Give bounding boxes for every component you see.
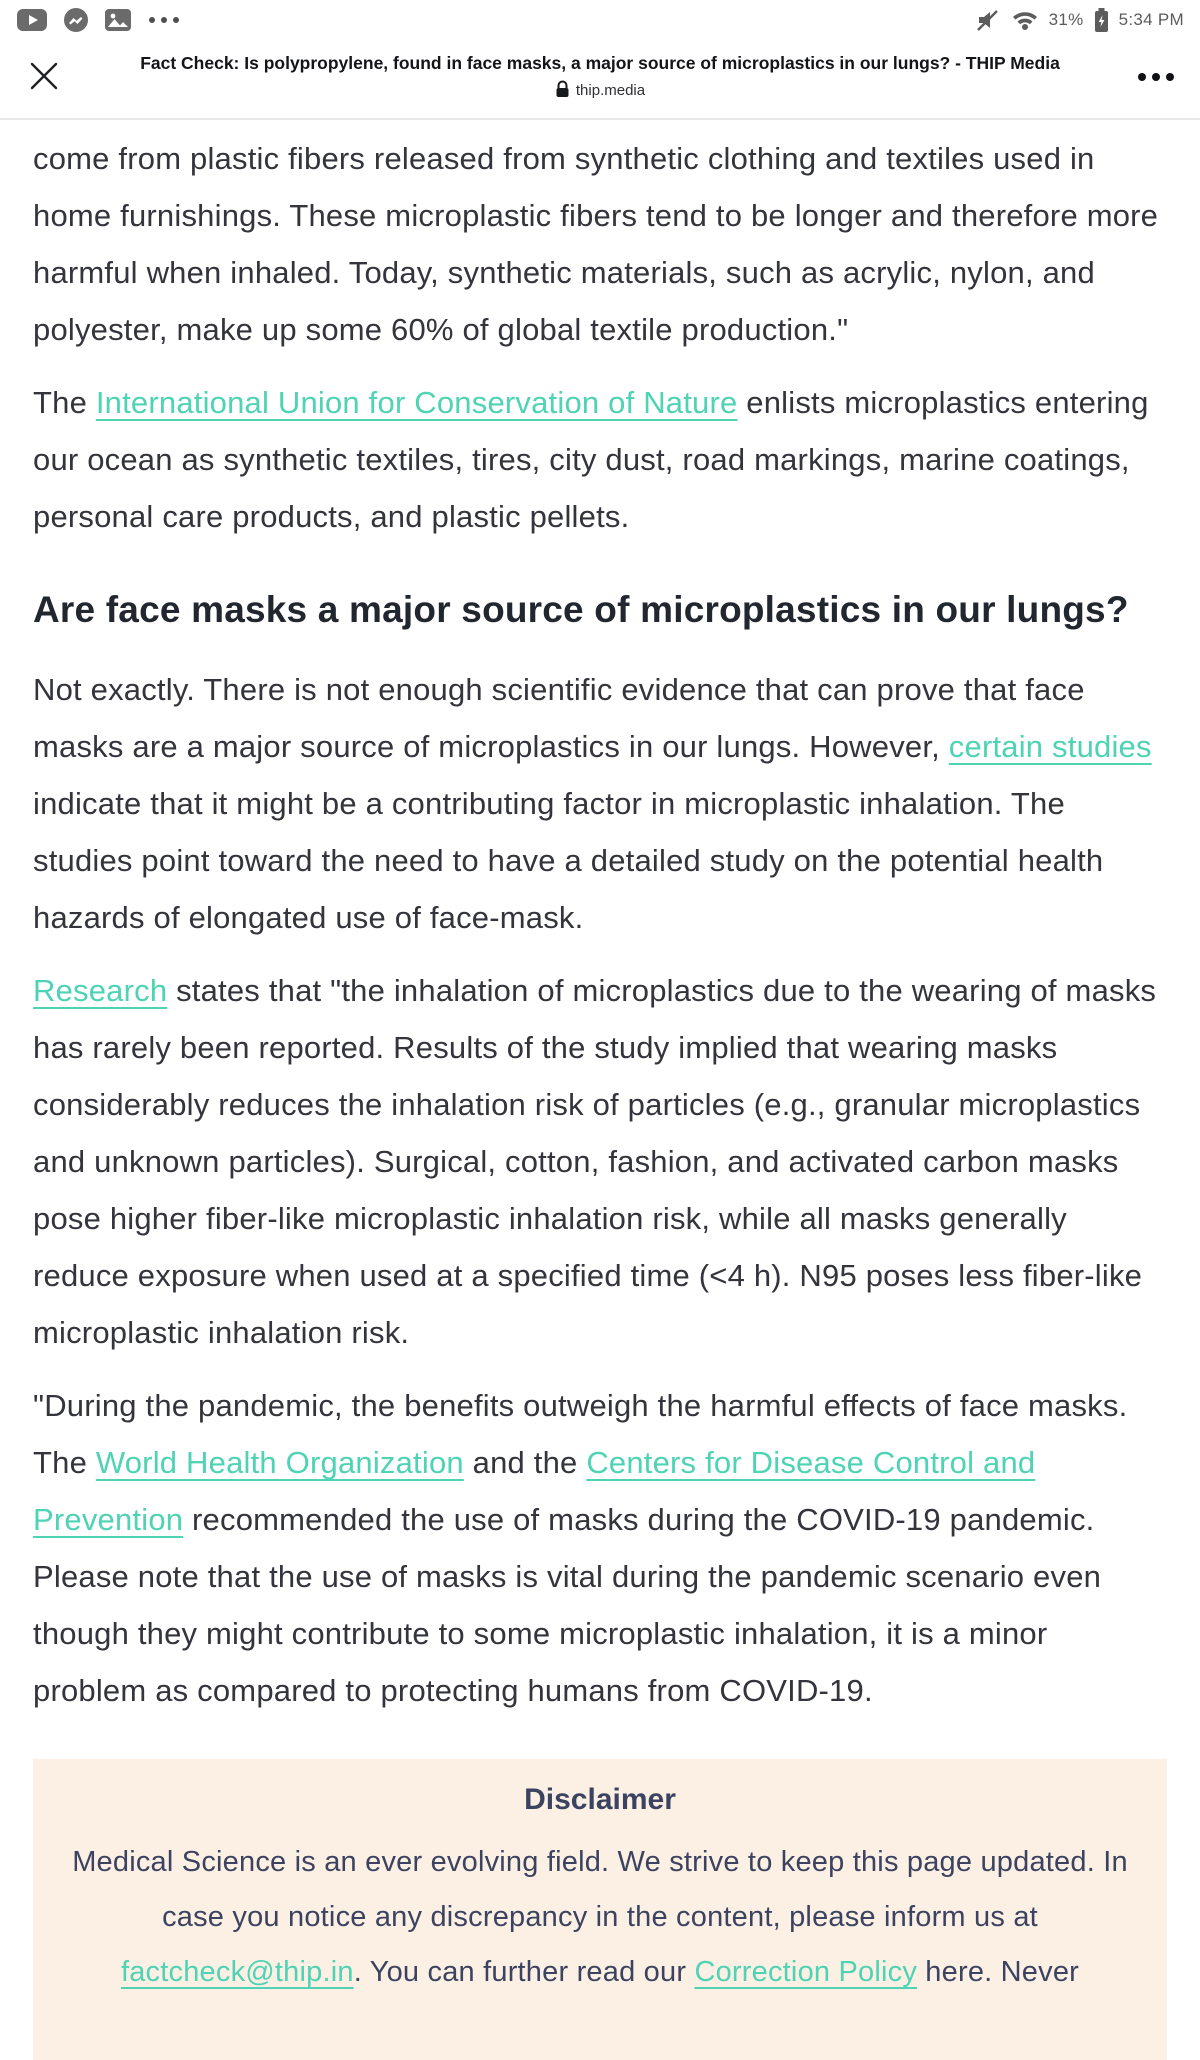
article-paragraph: "During the pandemic, the benefits outweigh the harmful effects of face masks. The World Health Organization and the Centers for Disease Control and Prevention recommended the use of masks during the COVID-19 pandemic. Please note that the use of masks is vital during the pandemic scenario even though they might contribute to some microplastic inhalation, it is a minor problem as compared to protecting humans from COVID-19. xyxy=(33,1388,1128,1708)
overflow-dots-icon xyxy=(1138,73,1146,81)
status-time: 5:34 PM xyxy=(1118,10,1184,29)
messenger-notification-icon xyxy=(63,7,89,33)
disclaimer-title: Disclaimer xyxy=(524,1783,676,1816)
status-bar xyxy=(0,0,1200,36)
close-button[interactable] xyxy=(16,49,72,105)
article-body xyxy=(0,120,1200,1719)
disclaimer-link[interactable]: Correction Policy xyxy=(694,1956,918,1988)
site-security-row xyxy=(80,80,1120,102)
article-paragraph: come from plastic fibers released from synthetic clothing and textiles used in home furnishings. These microplastic fibers tend to be longer and therefore more harmful when inhaled. Today, synthetic materials, such as acrylic, nylon, and polyester, make up some 60% of global textile production." xyxy=(33,141,1159,347)
disclaimer-link[interactable]: factcheck@thip.in xyxy=(120,1956,354,1988)
overflow-menu-button[interactable] xyxy=(1128,49,1184,105)
article-link[interactable]: World Health Organization xyxy=(95,1445,464,1480)
gallery-notification-icon xyxy=(104,8,132,32)
site-domain: thip.media xyxy=(575,82,646,99)
volume-muted-icon xyxy=(975,8,1001,32)
browser-header xyxy=(0,36,1200,120)
close-icon xyxy=(27,59,61,96)
article-paragraph: Research states that "the inhalation of microplastics due to the wearing of masks has rarely been reported. Results of the study implied that wearing masks considerably reduces the inhalation risk of particles (e.g., granular microplastics and unknown particles). Surgical, cotton, fashion, and activated carbon masks pose higher fiber-like microplastic inhalation risk, while all masks generally reduce exposure when used at a specified time (<4 h). N95 poses less fiber-like microplastic inhalation risk. xyxy=(33,973,1157,1350)
section-heading: Are face masks a major source of microplastics in our lungs? xyxy=(33,589,1129,630)
battery-charging-icon xyxy=(1094,8,1109,33)
disclaimer-text: Medical Science is an ever evolving field. We strive to keep this page updated. In case you notice any discrepancy in the content, please inform us at factcheck@thip.in. You can further read our Correction Policy here. Never xyxy=(72,1846,1128,1988)
article-link[interactable]: Research xyxy=(33,973,168,1008)
wifi-icon xyxy=(1011,9,1039,31)
youtube-notification-icon xyxy=(16,8,48,32)
article-paragraph: The International Union for Conservation of Nature enlists microplastics entering our ocean as synthetic textiles, tires, city dust, road markings, marine coatings, personal care products, and plastic pellets. xyxy=(33,385,1149,534)
article-link[interactable]: Centers for Disease Control and Prevention xyxy=(33,1445,1036,1537)
battery-percent: 31% xyxy=(1048,10,1084,29)
page-title: Fact Check: Is polypropylene, found in face masks, a major source of microplastics in our lungs? - THIP Media xyxy=(140,52,1060,73)
more-notifications-icon xyxy=(147,15,181,25)
article-paragraph: Not exactly. There is not enough scientific evidence that can prove that face masks are a major source of microplastics in our lungs. However, certain studies indicate that it might be a contributing factor in microplastic inhalation. The studies point toward the need to have a detailed study on the potential health hazards of elongated use of face-mask. xyxy=(33,672,1152,935)
disclaimer-box xyxy=(33,1759,1167,2060)
article-link[interactable]: International Union for Conservation of Nature xyxy=(95,385,738,420)
article-link[interactable]: certain studies xyxy=(948,729,1152,764)
lock-icon xyxy=(555,80,570,102)
